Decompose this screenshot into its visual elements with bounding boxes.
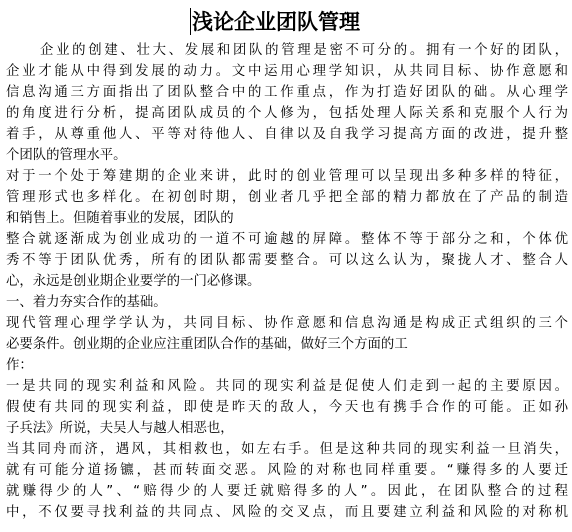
body-line: 中，不仅要寻找利益的共同点、风险的交叉点，而且要建立利益和风险的对称机	[6, 505, 568, 520]
body-line: 就赚得少的人”、“赔得少的人要迁就赔得多的人”。因此，在团队整合的过程	[6, 484, 568, 499]
body-line: 心，永远是创业期企业要学的一门必修课。	[6, 274, 261, 289]
body-line: 就有可能分道扬镳，甚而转面交恶。风险的对称也同样重要。“赚得多的人要迁	[6, 463, 568, 478]
body-line: 整合就逐渐成为创业成功的一道不可逾越的屏障。整体不等于部分之和，个体优	[6, 232, 568, 247]
body-line: 企业的创建、壮大、发展和团队的管理是密不可分的。拥有一个好的团队，	[40, 43, 568, 58]
body-line: 假使有共同的现实利益，即使是昨天的敌人，今天也有携手合作的可能。正如孙	[6, 400, 568, 415]
body-line: 管理形式也多样化。在初创时期，创业者几乎把全部的精力都放在了产品的制造	[6, 190, 568, 205]
body-line: 着手，从尊重他人、平等对待他人、自律以及自我学习提高方面的改进，提升整	[6, 127, 568, 142]
body-line: 信息沟通三方面指出了团队整合中的工作重点，作为打造好团队的础。从心理学	[6, 85, 568, 100]
body-line: 对于一个处于筹建期的企业来讲，此时的创业管理可以呈现出多种多样的特征，	[6, 169, 568, 184]
body-line: 现代管理心理学学认为，共同目标、协作意愿和信息沟通是构成正式组织的三个	[6, 316, 568, 331]
body-line: 企业才能从中得到发展的动力。文中运用心理学知识，从共同目标、协作意愿和	[6, 64, 568, 79]
body-line: 当其同舟而济，遇风，其相救也，如左右手。但是这种共同的现实利益一旦消失，	[6, 442, 568, 457]
body-line: 秀不等于团队优秀，所有的团队都需要整合。可以这么认为，聚拢人才、整合人	[6, 253, 568, 268]
body-line: 和销售上。但随着事业的发展，团队的	[6, 211, 234, 226]
text-cursor	[190, 8, 191, 35]
body-line: 个团队的管理水平。	[6, 148, 127, 163]
body-line: 必要条件。创业期的企业应注重团队合作的基础，做好三个方面的工	[6, 337, 408, 352]
body-line: 作：	[6, 358, 33, 373]
body-line: 的角度进行分析，提高团队成员的个人修为，包括处理人际关系和克服个人行为	[6, 106, 568, 121]
body-line: 子兵法》所说，夫吴人与越人相恶也，	[6, 421, 234, 436]
document-title: 浅论企业团队管理	[192, 9, 360, 34]
section-heading: 一、着力夯实合作的基础。	[6, 295, 167, 310]
body-line: 一是共同的现实利益和风险。共同的现实利益是促使人们走到一起的主要原因。	[6, 379, 568, 394]
